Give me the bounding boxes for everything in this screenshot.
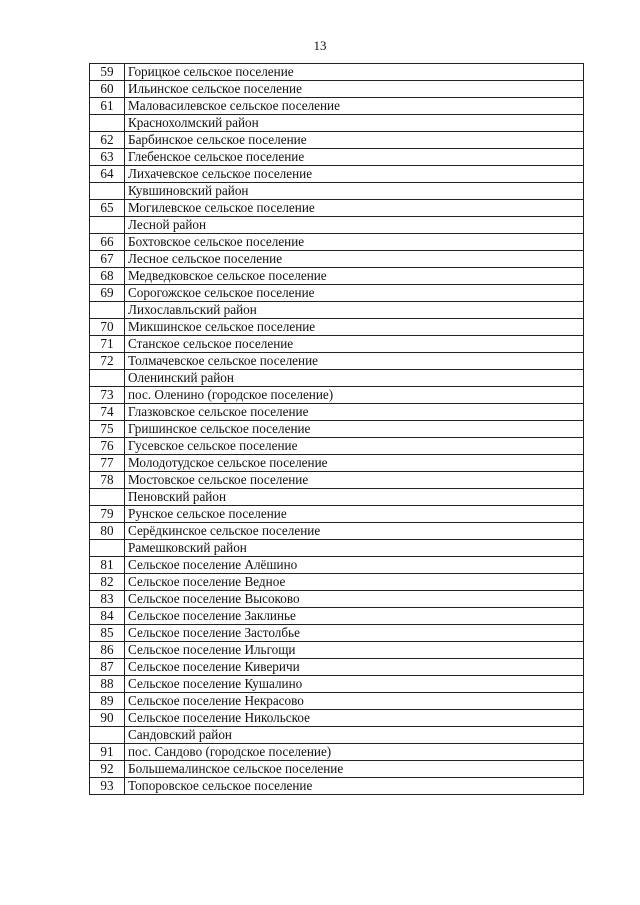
district-header-row [90, 540, 584, 557]
row-number: 62 [90, 132, 125, 149]
settlement-name: Сельское поселение Высоково [125, 591, 584, 608]
row-number: 75 [90, 421, 125, 438]
row-number: 76 [90, 438, 125, 455]
table-row [90, 64, 584, 81]
settlement-name: Микшинское сельское поселение [125, 319, 584, 336]
settlement-name: Мостовское сельское поселение [125, 472, 584, 489]
row-number: 61 [90, 98, 125, 115]
table-row [90, 251, 584, 268]
settlement-name: Сельское поселение Киверичи [125, 659, 584, 676]
row-number [90, 217, 125, 234]
table-row [90, 778, 584, 795]
settlement-name: Маловасилевское сельское поселение [125, 98, 584, 115]
table-row [90, 285, 584, 302]
district-name: Кувшиновский район [125, 183, 584, 200]
settlement-name: Глебенское сельское поселение [125, 149, 584, 166]
district-name: Рамешковский район [125, 540, 584, 557]
row-number: 65 [90, 200, 125, 217]
table-row [90, 676, 584, 693]
row-number: 85 [90, 625, 125, 642]
row-number: 64 [90, 166, 125, 183]
row-number: 86 [90, 642, 125, 659]
district-name: Сандовский район [125, 727, 584, 744]
row-number [90, 489, 125, 506]
settlement-name: Сельское поселение Кушалино [125, 676, 584, 693]
row-number: 88 [90, 676, 125, 693]
settlement-name: Станское сельское поселение [125, 336, 584, 353]
row-number: 83 [90, 591, 125, 608]
table-row [90, 98, 584, 115]
district-name: Оленинский район [125, 370, 584, 387]
table-row [90, 693, 584, 710]
table-row [90, 336, 584, 353]
row-number: 72 [90, 353, 125, 370]
table-row [90, 200, 584, 217]
table-row [90, 710, 584, 727]
settlement-name: Лесное сельское поселение [125, 251, 584, 268]
district-header-row [90, 727, 584, 744]
settlement-name: Сельское поселение Алёшино [125, 557, 584, 574]
row-number [90, 370, 125, 387]
row-number: 60 [90, 81, 125, 98]
table-row [90, 234, 584, 251]
row-number: 70 [90, 319, 125, 336]
table-row [90, 642, 584, 659]
row-number: 89 [90, 693, 125, 710]
row-number [90, 302, 125, 319]
settlement-name: Серёдкинское сельское поселение [125, 523, 584, 540]
table-row [90, 523, 584, 540]
row-number: 82 [90, 574, 125, 591]
table-row [90, 319, 584, 336]
district-name: Пеновский район [125, 489, 584, 506]
table-row [90, 166, 584, 183]
table-row [90, 438, 584, 455]
district-header-row [90, 183, 584, 200]
settlement-name: Барбинское сельское поселение [125, 132, 584, 149]
row-number: 77 [90, 455, 125, 472]
settlement-name: Сельское поселение Никольское [125, 710, 584, 727]
row-number: 84 [90, 608, 125, 625]
settlement-name: Могилевское сельское поселение [125, 200, 584, 217]
row-number: 92 [90, 761, 125, 778]
row-number [90, 183, 125, 200]
district-header-row [90, 489, 584, 506]
settlement-name: Толмачевское сельское поселение [125, 353, 584, 370]
table-row [90, 744, 584, 761]
settlement-name: Гусевское сельское поселение [125, 438, 584, 455]
row-number: 79 [90, 506, 125, 523]
table-row [90, 404, 584, 421]
page-number: 13 [313, 38, 327, 53]
table-row [90, 132, 584, 149]
settlement-name: Сельское поселение Ведное [125, 574, 584, 591]
row-number: 90 [90, 710, 125, 727]
settlements-table-body [90, 64, 584, 795]
settlement-name: Горицкое сельское поселение [125, 64, 584, 81]
settlement-name: Рунское сельское поселение [125, 506, 584, 523]
row-number: 91 [90, 744, 125, 761]
settlement-name: Бохтовское сельское поселение [125, 234, 584, 251]
row-number: 73 [90, 387, 125, 404]
settlement-name: Сельское поселение Ильгощи [125, 642, 584, 659]
settlement-name: Большемалинское сельское поселение [125, 761, 584, 778]
table-row [90, 761, 584, 778]
settlement-name: Ильинское сельское поселение [125, 81, 584, 98]
row-number: 59 [90, 64, 125, 81]
table-row [90, 353, 584, 370]
settlement-name: Лихачевское сельское поселение [125, 166, 584, 183]
table-row [90, 268, 584, 285]
table-row [90, 591, 584, 608]
row-number: 68 [90, 268, 125, 285]
settlement-name: пос. Оленино (городское поселение) [125, 387, 584, 404]
settlement-name: Гришинское сельское поселение [125, 421, 584, 438]
row-number: 69 [90, 285, 125, 302]
settlement-name: пос. Сандово (городское поселение) [125, 744, 584, 761]
row-number: 63 [90, 149, 125, 166]
settlement-name: Сельское поселение Застолбье [125, 625, 584, 642]
district-name: Краснохолмский район [125, 115, 584, 132]
settlement-name: Сельское поселение Некрасово [125, 693, 584, 710]
district-name: Лихославльский район [125, 302, 584, 319]
district-header-row [90, 370, 584, 387]
district-name: Лесной район [125, 217, 584, 234]
district-header-row [90, 302, 584, 319]
row-number: 71 [90, 336, 125, 353]
table-row [90, 608, 584, 625]
settlement-name: Сельское поселение Заклинье [125, 608, 584, 625]
row-number: 66 [90, 234, 125, 251]
row-number [90, 727, 125, 744]
row-number: 87 [90, 659, 125, 676]
row-number [90, 540, 125, 557]
row-number: 81 [90, 557, 125, 574]
settlement-name: Сорогожское сельское поселение [125, 285, 584, 302]
table-row [90, 472, 584, 489]
settlement-name: Молодотудское сельское поселение [125, 455, 584, 472]
settlement-name: Глазковское сельское поселение [125, 404, 584, 421]
table-row [90, 574, 584, 591]
table-row [90, 149, 584, 166]
row-number: 93 [90, 778, 125, 795]
district-header-row [90, 217, 584, 234]
table-row [90, 81, 584, 98]
row-number: 67 [90, 251, 125, 268]
table-row [90, 557, 584, 574]
settlement-name: Топоровское сельское поселение [125, 778, 584, 795]
table-row [90, 625, 584, 642]
table-row [90, 659, 584, 676]
table-row [90, 421, 584, 438]
row-number: 80 [90, 523, 125, 540]
row-number: 78 [90, 472, 125, 489]
table-row [90, 455, 584, 472]
settlement-name: Медведковское сельское поселение [125, 268, 584, 285]
table-row [90, 506, 584, 523]
table-row [90, 387, 584, 404]
row-number: 74 [90, 404, 125, 421]
settlements-table [89, 63, 584, 795]
row-number [90, 115, 125, 132]
district-header-row [90, 115, 584, 132]
